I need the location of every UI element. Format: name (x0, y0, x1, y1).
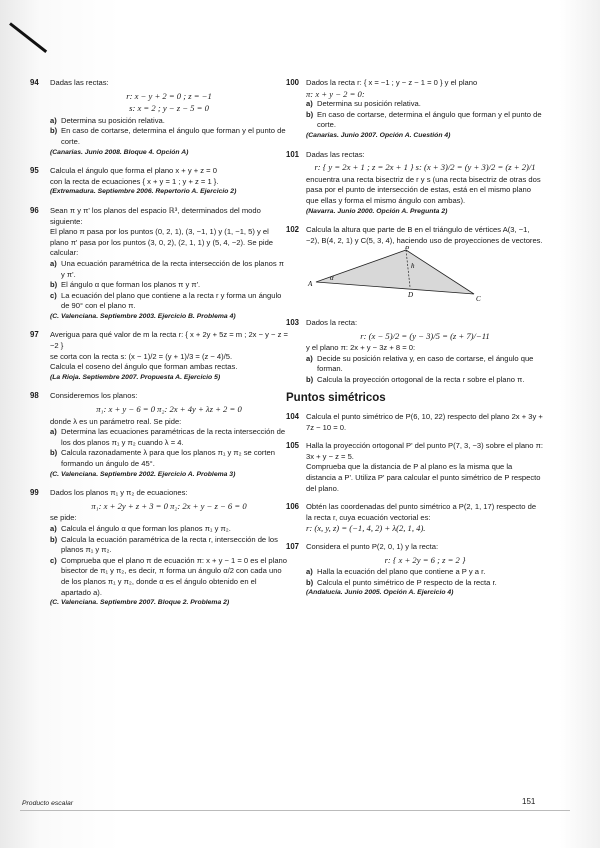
problem-number: 103 (286, 317, 300, 327)
equation-lines: r: { y = 2x + 1 ; z = 2x + 1 } s: (x + 3)/2 = (y + 3)/2 = (z + 2)/1 (314, 162, 536, 173)
source-citation: (C. Valenciana. Septiembre 2002. Ejercicio A. Problema 3) (50, 470, 236, 478)
point-d-label: D (408, 291, 414, 300)
problem-text: se corta con la recta s: (x − 1)/2 = (y + 1)/3 = (z − 4)/5. (50, 351, 233, 361)
vertex-b-label: B (405, 246, 410, 252)
subpart-c: c) Comprueba que el plano π de ecuación π: x + y − 1 = 0 es el plano bisector de π₁ y π₂, es decir, π forma un ángulo α/2 con cada uno de los planos π₁ y π₂, donde α es el ángulo obtenido en el apartado a). (50, 555, 287, 597)
source-citation: (Canarias. Junio 2007. Opción A. Cuestión 4) (306, 131, 451, 139)
problem-text: Comprueba que la distancia de P al plano es la misma que la distancia a P'. Utiliza P' para calcular el punto simétrico de P respecto del plano. (306, 462, 541, 493)
problem-107 (286, 542, 544, 599)
equation-s: s: x = 2 ; y − z − 5 = 0 (129, 103, 209, 114)
problem-number: 104 (286, 412, 300, 422)
source-citation: (C. Valenciana. Septiembre 2007. Bloque 2. Problema 2) (50, 599, 230, 607)
subpart-a: a) Determina las ecuaciones paramétricas de la recta intersección de los dos planos π₁ y π₂ cuando λ = 4. (50, 427, 286, 447)
problem-number: 97 (30, 330, 39, 340)
angle-label: α (330, 274, 334, 283)
source-citation: (C. Valenciana. Septiembre 2003. Ejercicio B. Problema 4) (50, 312, 236, 320)
problem-102 (286, 225, 544, 310)
problem-text: Calcula el punto simétrico de P(6, 10, 22) respecto del plano 2x + 3y + 7z − 10 = 0. (306, 412, 543, 432)
problem-text: Sean π y π' los planos del espacio ℝ³, determinados del modo siguiente: (50, 205, 261, 226)
problem-text: encuentra una recta bisectriz de r y s (una recta bisectriz de otras dos pasa por el punto de intersección de estas, está en el mismo plano que ellas y forma el mismo ángulo con ambas). (306, 174, 541, 205)
problem-105 (286, 441, 544, 494)
footer-divider (20, 810, 570, 811)
subpart-a: a) Determina su posición relativa. (306, 99, 421, 109)
problem-text: Dadas las rectas: (306, 149, 365, 159)
problem-104 (286, 412, 544, 433)
problem-text: Calcula el ángulo que forma el plano x + y + z = 0 (50, 166, 217, 176)
problem-98 (30, 391, 288, 480)
problem-number: 98 (30, 391, 39, 401)
problem-number: 106 (286, 502, 300, 512)
subpart-b: b) Calcula razonadamente λ para que los planos π₁ y π₂ se corten formando un ángulo de 45°. (50, 448, 275, 468)
subpart-b: b) Calcula el punto simétrico de P respecto de la recta r. (306, 577, 497, 587)
problem-text: Calcula la altura que parte de B en el triángulo de vértices A(3, −1, −2), B(4, 2, 1) y C(5, 3, 4), haciendo uso de proyecciones de vectores. (306, 225, 543, 245)
problem-106 (286, 502, 544, 534)
problem-101 (286, 150, 544, 218)
subpart-b: b) En caso de cortarse, determina el ángulo que forman y el punto de corte. (306, 109, 542, 130)
problem-103 (286, 318, 544, 386)
subpart-b: b) Calcula la proyección ortogonal de la recta r sobre el plano π. (306, 374, 525, 384)
equation-planes: π₁: x + y − 6 = 0 π₂: 2x + 4y + λz + 2 = 0 (96, 404, 242, 415)
source-citation: (La Rioja. Septiembre 2007. Propuesta A. Ejercicio 5) (50, 373, 221, 381)
subpart-a: a) Una ecuación paramétrica de la recta intersección de los planos π y π'. (50, 258, 285, 279)
subpart-b: b) Calcula la ecuación paramétrica de la recta r, intersección de los planos π₁ y π₂. (50, 534, 278, 555)
subpart-b: b) En caso de cortarse, determina el ángulo que forman y el punto de corte. (50, 126, 286, 146)
problem-text: y el plano π: 2x + y − 3z + 8 = 0: (306, 343, 416, 353)
problem-text: Calcula el coseno del ángulo que forman ambas rectas. (50, 362, 238, 372)
right-column (286, 78, 544, 607)
left-column (30, 78, 288, 617)
problem-number: 95 (30, 166, 39, 176)
problem-text: El plano π pasa por los puntos (0, 2, 1), (3, −1, 1) y (1, −1, 5) y el plano π' pasa por los puntos (3, 0, 2), (2, 1, 1) y (5, 4, −2). Se pide calcular: (50, 227, 274, 258)
triangle-figure (306, 246, 542, 306)
problem-text: donde λ es un parámetro real. Se pide: (50, 416, 182, 426)
problem-text: Averigua para qué valor de m la recta r: { x + 2y + 5z = m ; 2x − y − z = −2 } (50, 330, 288, 351)
problem-text: se pide: (50, 513, 77, 523)
equation-vector: r: (x, y, z) = (−1, 4, 2) + λ(2, 1, 4). (306, 523, 426, 534)
vertex-c-label: C (476, 295, 481, 304)
problem-text: con la recta de ecuaciones { x + y = 1 ; y + z = 1 }. (50, 176, 219, 186)
problem-99 (30, 488, 288, 609)
vertex-a-label: A (308, 280, 313, 289)
problem-text: Dados los planos π₁ y π₂ de ecuaciones: (50, 488, 188, 498)
equation-line: r: (x − 5)/2 = (y − 3)/5 = (z + 7)/−11 (360, 330, 490, 341)
problem-text: Obtén las coordenadas del punto simétrico a P(2, 1, 17) respecto de la recta r, cuya ecuación vectorial es: (306, 502, 537, 522)
subpart-b: b) El ángulo α que forman los planos π y π'. (50, 280, 201, 290)
problem-number: 99 (30, 488, 39, 498)
problem-number: 105 (286, 441, 300, 451)
problem-number: 94 (30, 78, 39, 87)
problem-number: 102 (286, 225, 300, 235)
triangle-shape (316, 250, 474, 294)
problem-text: Dados la recta r: { x = −1 ; y − z − 1 = 0 } y el plano (306, 78, 478, 87)
problem-number: 101 (286, 149, 300, 159)
subpart-a: a) Halla la ecuación del plano que contiene a P y a r. (306, 567, 486, 577)
problem-95 (30, 166, 288, 198)
problem-text: Halla la proyección ortogonal P' del punto P(7, 3, −3) sobre el plano π: 3x + y − z = 5. (306, 441, 543, 461)
source-citation: (Navarra. Junio 2000. Opción A. Pregunta 2) (306, 207, 448, 215)
problem-100 (286, 78, 544, 142)
equation-planes: π₁: x + 2y + z + 3 = 0 π₂: 2x + y − z − 6 = 0 (91, 500, 247, 511)
problem-97 (30, 330, 288, 383)
equation-r: r: x − y + 2 = 0 ; z = −1 (126, 90, 212, 101)
problem-text: Dados la recta: (306, 317, 358, 327)
height-label: h (411, 262, 415, 271)
page-number: 151 (522, 797, 536, 806)
subpart-a: a) Decide su posición relativa y, en caso de cortarse, el ángulo que forman. (306, 353, 534, 374)
section-title: Puntos simétricos (286, 392, 386, 405)
source-citation: (Extremadura. Septiembre 2006. Repertorio A. Ejercicio 2) (50, 188, 237, 196)
equation-plane: π: x + y − 2 = 0: (306, 88, 365, 99)
problem-text: Consideremos los planos: (50, 391, 138, 401)
footer-chapter: Producto escalar (22, 800, 74, 807)
source-citation: (Canarias. Junio 2008. Bloque 4. Opción A) (50, 148, 189, 156)
problem-number: 96 (30, 205, 39, 215)
problem-number: 107 (286, 542, 300, 551)
subpart-a: a) Calcula el ángulo α que forman los planos π₁ y π₂. (50, 523, 231, 533)
subpart-a: a) Determina su posición relativa. (50, 115, 165, 125)
problem-94 (30, 78, 288, 158)
problem-text: Considera el punto P(2, 0, 1) y la recta: (306, 542, 439, 551)
problem-number: 100 (286, 78, 300, 87)
problem-text: Dadas las rectas: (50, 78, 109, 87)
subpart-c: c) La ecuación del plano que contiene a la recta r y forma un ángulo de 90° con el plano π. (50, 290, 282, 311)
equation-line: r: { x + 2y = 6 ; z = 2 } (384, 554, 466, 565)
problem-96 (30, 206, 288, 323)
source-citation: (Andalucía. Junio 2005. Opción A. Ejercicio 4) (306, 589, 454, 597)
